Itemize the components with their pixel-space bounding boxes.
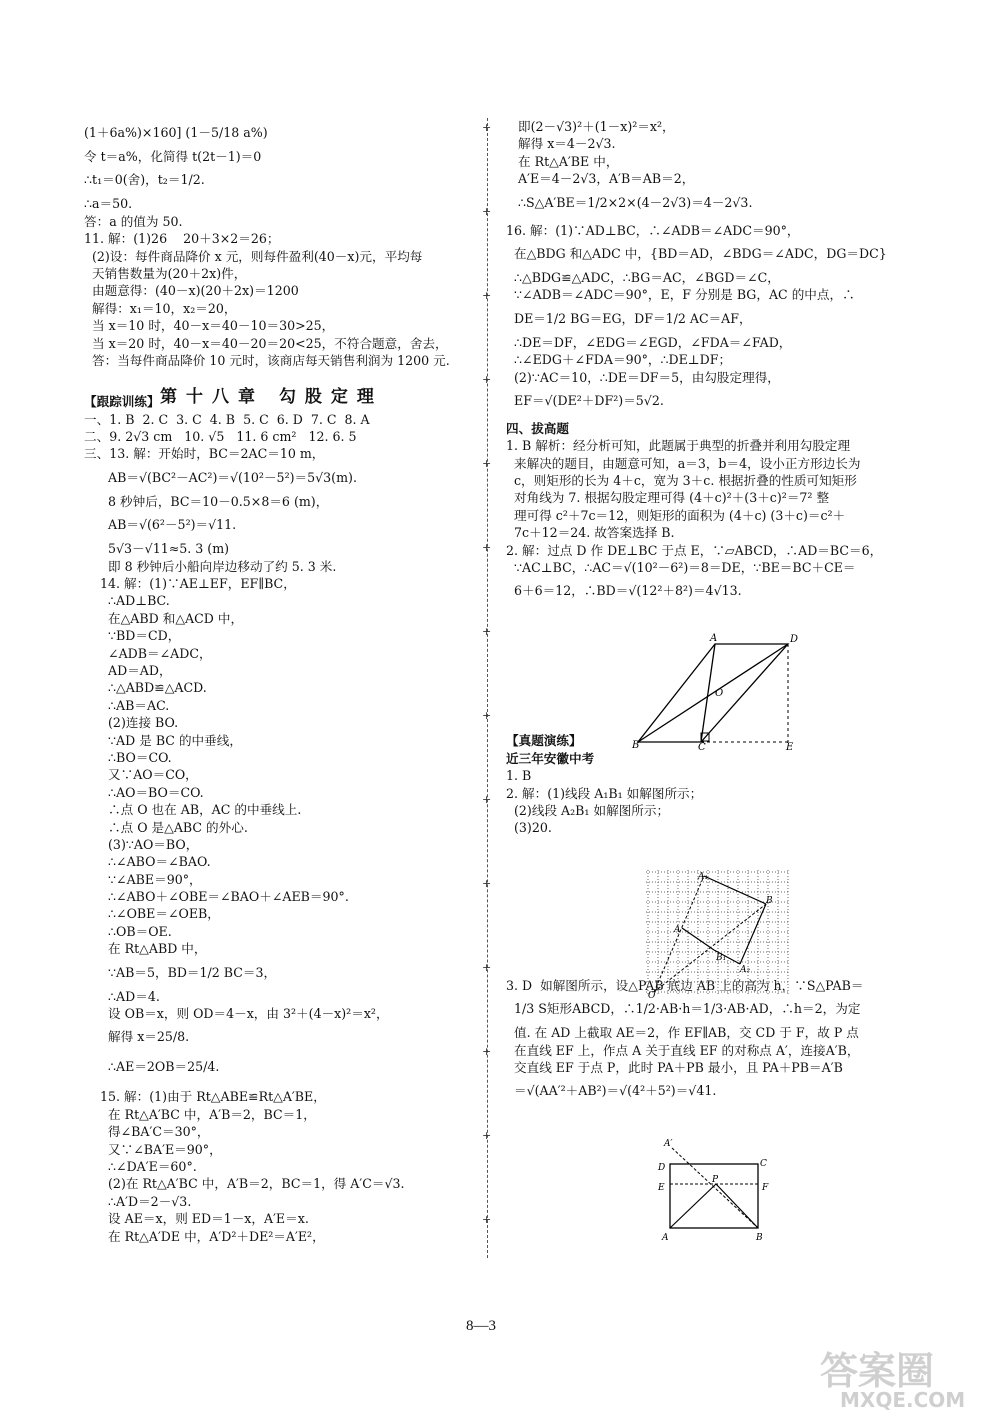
text-line: (2)∵AC＝10，∴DE＝DF＝5，由勾股定理得， <box>506 369 780 385</box>
watermark-logo <box>820 1340 990 1415</box>
text-line: 对角线为 7. 根据勾股定理可得 (4＋c)²＋(3＋c)²＝7² 整 <box>506 490 830 506</box>
text-line: DE＝1/2 BG＝EG，DF＝1/2 AC＝AF， <box>506 310 752 326</box>
text-line: (3)20. <box>506 820 552 836</box>
label-e: E <box>658 1183 665 1193</box>
text-line: 15. 解：(1)由于 Rt△ABE≌Rt△A′BE， <box>84 1089 326 1105</box>
text-line: ∴∠ABO＝∠BAO. <box>84 854 211 870</box>
label-e: E <box>786 742 794 750</box>
text-line: (3)∵AO＝BO， <box>84 836 199 852</box>
text-line: ∴△ABD≌△ACD. <box>84 680 207 696</box>
text-line: ∴AE＝2OB＝25/4. <box>84 1059 220 1075</box>
text-line: 14. 解：(1)∵AE⊥EF，EF∥BC， <box>84 576 296 592</box>
dashed-line-ob <box>654 904 766 992</box>
segment-b1b <box>740 904 766 964</box>
text-line: ∴BO＝CO. <box>84 749 172 765</box>
segment-pb <box>716 1184 758 1228</box>
text-line: 四、拔高题 <box>506 420 569 436</box>
cut-mark: + <box>482 877 492 890</box>
text-line: 当 x＝10 时，40－x＝40－10＝30>25， <box>84 318 335 334</box>
text-line: 交直线 EF 于点 P，此时 PA＋PB 最小，且 PA＋PB＝A′B <box>506 1059 843 1075</box>
label-a: A <box>662 1233 669 1243</box>
text-line: ∴∠EDG＋∠FDA＝90°，∴DE⊥DF； <box>506 352 732 368</box>
text-line: 1. B <box>506 768 532 784</box>
text-line: 3. D 如解图所示，设△PAB 底边 AB 上的高为 h，∵S△PAB＝ <box>506 977 864 993</box>
text-line: 由题意得：(40－x)(20＋2x)＝1200 <box>84 283 299 299</box>
segment-pa <box>670 1184 716 1228</box>
text-line: (2)线段 A₂B₁ 如解图所示； <box>506 802 670 818</box>
text-line: AB＝√(6²－5²)＝√11. <box>84 517 237 533</box>
text-line: ∴点 O 也在 AB，AC 的中垂线上. <box>84 802 302 818</box>
cut-mark: + <box>482 121 492 134</box>
text-line: 在△BDG 和△ADC 中，{BD＝AD，∠BDG＝∠ADC，DG＝DC} <box>506 245 887 261</box>
text-line: 【跟踪训练】 <box>84 394 160 410</box>
text-line: 1. B 解析：经分析可知，此题属于典型的折叠并利用勾股定理 <box>506 438 851 454</box>
text-line: 三、13. 解：开始时，BC＝2AC＝10 m， <box>84 446 325 462</box>
text-line: (1＋6a%)×160] (1－5/18 a%) <box>84 125 268 140</box>
text-line: 5√3－√11≈5. 3 (m) <box>84 541 230 557</box>
text-line: 当 x＝20 时，40－x＝40－20＝20<25，不符合题意，舍去， <box>84 335 448 351</box>
label-b1: B₁ <box>716 953 727 963</box>
text-line: ∴∠DA′E＝60°. <box>84 1158 197 1174</box>
text-line: 在 Rt△A′BE 中， <box>506 153 619 169</box>
label-a: A <box>674 925 681 935</box>
text-line: EF＝√(DE²＋DF²)＝5√2. <box>506 392 664 408</box>
text-line: 11. 解：(1)26 20＋3×2＝26； <box>84 231 280 247</box>
text-line: ∵AC⊥BC，∴AC＝√(10²－6²)＝8＝DE，∵BE＝BC＋CE＝ <box>506 560 856 576</box>
text-line: 二、9. 2√3 cm 10. √5 11. 6 cm² 12. 6. 5 <box>84 429 357 445</box>
text-line: 在 Rt△ABD 中， <box>84 941 207 957</box>
watermark-title: 答案圈 <box>820 1349 935 1393</box>
text-line: ∴∠OBE＝∠OEB， <box>84 906 220 922</box>
text-line: ∴△BDG≌△ADC，∴BG＝AC，∠BGD＝∠C， <box>506 269 780 285</box>
text-line: 令 t＝a%，化简得 t(2t－1)＝0 <box>84 149 262 164</box>
label-o: O <box>648 991 656 1000</box>
text-line: 即(2－√3)²＋(1－x)²＝x²， <box>506 119 675 134</box>
text-line: ∴AO＝BO＝CO. <box>84 784 204 800</box>
rectangle-abcd <box>670 1164 758 1228</box>
text-line: 解得：x₁＝10，x₂＝20， <box>84 300 237 316</box>
text-line: ∵∠ADB＝∠ADC＝90°，E，F 分别是 BG，AC 的中点，∴ <box>506 287 855 303</box>
label-a-prime: A′ <box>664 1139 673 1149</box>
page-number: 8—3 <box>466 1318 496 1334</box>
text-line: 得∠BA′C＝30°， <box>84 1124 210 1140</box>
text-line: 在 Rt△A′BC 中，A′B＝2，BC＝1， <box>84 1106 316 1122</box>
text-line: 在直线 EF 上，作点 A 关于直线 EF 的对称点 A′，连接A′B， <box>506 1042 860 1058</box>
cut-mark: + <box>482 289 492 302</box>
segment-a1b1 <box>704 876 766 904</box>
label-o: O <box>715 688 724 699</box>
text-line: 在△ABD 和△ACD 中， <box>84 610 244 626</box>
text-line: ∠ADB＝∠ADC， <box>84 645 212 661</box>
label-a2: A₂ <box>740 965 751 975</box>
cut-mark: + <box>482 1213 492 1226</box>
label-b: B <box>756 1233 763 1243</box>
text-line: ＝√(AA′²＋AB²)＝√(4²＋5²)＝√41. <box>506 1083 717 1099</box>
text-line: (2)在 Rt△A′BC 中，A′B＝2，BC＝1，得 A′C＝√3. <box>84 1176 405 1192</box>
text-line: ∵AB＝5，BD＝1/2 BC＝3， <box>84 964 277 980</box>
text-line: ∴AB＝AC. <box>84 697 170 713</box>
cut-mark: + <box>482 457 492 470</box>
label-a1: A₁ <box>698 872 709 882</box>
text-line: 理可得 c²＋7c＝12，则矩形的面积为 (4＋c) (3＋c)＝c²＋ <box>506 507 846 523</box>
chapter-title: 第十八章 勾股定理 <box>160 387 383 407</box>
rectangle-figure <box>650 1136 780 1244</box>
text-line: 答：当每件商品降价 10 元时，该商店每天销售利润为 1200 元. <box>84 352 450 368</box>
text-line: 值. 在 AD 上截取 AE＝2，作 EF∥AB，交 CD 于 F，故 P 点 <box>506 1025 859 1041</box>
line-ab-prime <box>672 1148 758 1228</box>
cut-mark: + <box>482 1129 492 1142</box>
grid-figure <box>644 868 790 1000</box>
text-line: 设 OB＝x，则 OD＝4－x，由 3²＋(4－x)²＝x²， <box>84 1006 389 1022</box>
text-line: ∵∠ABE＝90°， <box>84 871 202 887</box>
text-line: 又∵AO＝CO， <box>84 767 198 783</box>
text-line: 天销售数量为(20＋2x)件， <box>84 265 247 281</box>
text-line: (2)连接 BO. <box>84 715 179 731</box>
label-d: D <box>658 1163 666 1173</box>
parallelogram-figure <box>628 632 798 750</box>
text-line: 2. 解：过点 D 作 DE⊥BC 于点 E，∵▱ABCD，∴AD＝BC＝6， <box>506 542 883 558</box>
text-line: ∴∠ABO＋∠OBE＝∠BAO＋∠AEB＝90°. <box>84 889 349 905</box>
left-column <box>84 118 479 1245</box>
text-line: AD＝AD， <box>84 662 172 678</box>
label-d: D <box>790 634 798 645</box>
text-line: ∵BD＝CD， <box>84 628 181 644</box>
text-line: 解得 x＝4－2√3. <box>506 136 616 152</box>
cut-mark: + <box>482 205 492 218</box>
cut-mark: + <box>482 373 492 386</box>
text-line: 16. 解：(1)∵AD⊥BC，∴∠ADB＝∠ADC＝90°， <box>506 222 800 238</box>
cut-mark: + <box>482 625 492 638</box>
label-p: P <box>712 1175 719 1185</box>
text-line: ∴S△A′BE＝1/2×2×(4－2√3)＝4－2√3. <box>506 194 753 210</box>
text-line: (2)设：每件商品降价 x 元，则每件盈利(40－x)元，平均每 <box>84 248 423 264</box>
label-b: B <box>632 740 640 750</box>
text-line: ∵AD 是 BC 的中垂线， <box>84 732 242 748</box>
text-line: 在 Rt△A′DE 中，A′D²＋DE²＝A′E²， <box>84 1228 325 1244</box>
label-b: B <box>766 896 773 906</box>
text-line: 6＋6＝12，∴BD＝√(12²＋8²)＝4√13. <box>506 583 742 599</box>
text-line: 近三年安徽中考 <box>506 750 595 766</box>
text-line: ∴a＝50. <box>84 196 133 212</box>
cut-mark: + <box>482 1045 492 1058</box>
text-line: 解得 x＝25/8. <box>84 1029 190 1045</box>
text-line: 【真题演练】 <box>506 733 582 749</box>
text-line: ∴AD⊥BC. <box>84 593 170 609</box>
text-line: 2. 解：(1)线段 A₁B₁ 如解图所示； <box>506 785 703 801</box>
text-line: 1/3 S矩形ABCD，∴1/2·AB·h＝1/3·AB·AD，∴h＝2，为定 <box>506 1001 861 1017</box>
text-line: 一、1. B 2. C 3. C 4. B 5. C 6. D 7. C 8. A <box>84 411 370 427</box>
cut-mark: + <box>482 961 492 974</box>
dotted-grid <box>646 870 788 996</box>
label-c: C <box>760 1159 767 1169</box>
text-line: 即 8 秒钟后小船向岸边移动了约 5. 3 米. <box>84 558 337 574</box>
segment-ab <box>682 928 714 950</box>
text-line: ∴DE＝DF，∠EDG＝∠EGD，∠FDA＝∠FAD， <box>506 334 792 350</box>
text-line: 答：a 的值为 50. <box>84 213 183 229</box>
text-line: 8 秒钟后，BC＝10－0.5×8＝6 (m)， <box>84 493 329 509</box>
text-line: c，则矩形的长为 4＋c，宽为 3＋c. 根据折叠的性质可知矩形 <box>506 473 857 489</box>
label-a: A <box>710 633 718 644</box>
text-line: 来解决的题目，由题意可知，a＝3，b＝4，设小正方形边长为 <box>506 455 861 471</box>
text-line: 又∵∠BA′E＝90°， <box>84 1141 222 1157</box>
text-line: A′E＝4－2√3，A′B＝AB＝2， <box>506 171 695 187</box>
cut-mark: + <box>482 793 492 806</box>
text-line: ∴AD＝4. <box>84 988 160 1004</box>
text-line: 7c＋12＝24. 故答案选择 B. <box>506 525 675 541</box>
text-line: 设 AE＝x，则 ED＝1－x，A′E＝x. <box>84 1211 309 1227</box>
text-line: ∴t₁＝0(舍)，t₂＝1/2. <box>84 172 205 188</box>
watermark-url: MXQE.COM <box>840 1388 966 1412</box>
text-line: ∴点 O 是△ABC 的外心. <box>84 819 248 835</box>
text-line: ∴OB＝OE. <box>84 923 172 939</box>
text-line: AB＝√(BC²－AC²)＝√(10²－5²)＝5√3(m). <box>84 469 357 485</box>
label-c: C <box>698 742 706 750</box>
cut-mark: + <box>482 541 492 554</box>
cut-mark: + <box>482 709 492 722</box>
text-line: ∴A′D＝2－√3. <box>84 1193 192 1209</box>
label-f: F <box>762 1183 769 1193</box>
